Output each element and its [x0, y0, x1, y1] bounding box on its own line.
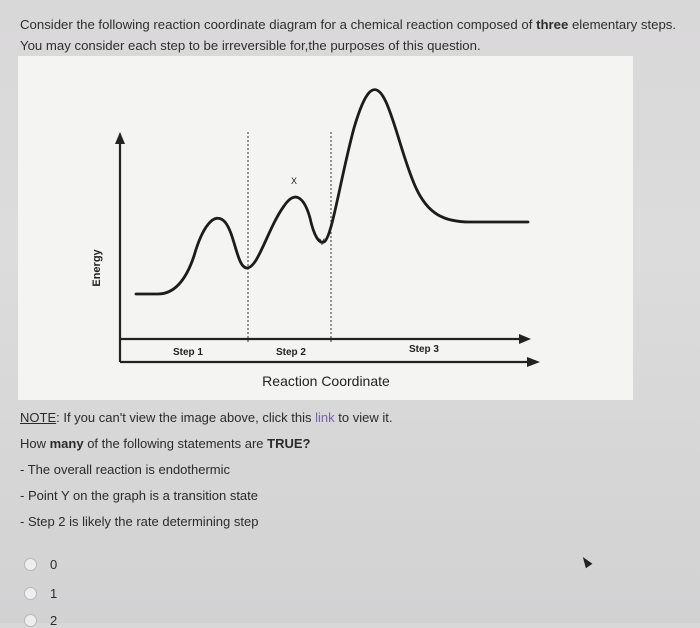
reaction-coordinate-label: Reaction Coordinate	[262, 373, 390, 389]
statement-2: - Point Y on the graph is a transition state	[20, 488, 258, 503]
reaction-coordinate-diagram	[18, 56, 633, 400]
radio-button[interactable]	[24, 614, 37, 627]
diagram-svg	[18, 56, 633, 400]
image-link[interactable]: link	[315, 410, 335, 425]
prompt-bold-1: many	[49, 436, 84, 451]
intro-bold: three	[536, 17, 569, 32]
prompt-text-1: How	[20, 436, 50, 451]
option-0[interactable]	[24, 557, 57, 572]
statement-3: - Step 2 is likely the rate determining step	[20, 514, 259, 529]
option-2[interactable]	[24, 613, 57, 628]
option-label: 0	[50, 557, 58, 572]
step-3-label: Step 3	[408, 344, 440, 355]
radio-button[interactable]	[24, 587, 37, 600]
prompt-bold-2: TRUE?	[267, 436, 311, 451]
note-text-1: : If you can't view the image above, click this	[56, 410, 316, 425]
note-line	[20, 408, 392, 428]
option-label: 1	[50, 586, 58, 601]
mouse-cursor-icon	[580, 555, 593, 569]
energy-label: Energy	[91, 249, 103, 287]
point-x-label: X	[290, 176, 298, 186]
point-y-label: Y	[318, 237, 326, 247]
y-axis-arrow	[115, 132, 125, 144]
intro-text-1: Consider the following reaction coordinate diagram for a chemical reaction composed of	[20, 17, 537, 32]
radio-button[interactable]	[24, 558, 37, 571]
step-2-label: Step 2	[275, 347, 307, 358]
intro-text-2: elementary steps. You may consider each step to be irreversible for,the purposes of this question.	[20, 17, 677, 53]
note-label: NOTE	[20, 410, 57, 425]
option-1[interactable]	[24, 586, 57, 601]
question-prompt	[20, 436, 310, 451]
question-intro	[20, 14, 700, 56]
energy-curve	[136, 90, 528, 294]
step-1-label: Step 1	[172, 347, 204, 358]
step-axis-arrow	[519, 334, 531, 344]
x-axis-arrow	[527, 357, 540, 367]
option-label: 2	[50, 613, 58, 628]
statement-1: - The overall reaction is endothermic	[20, 462, 231, 477]
note-text-2: to view it.	[334, 410, 393, 425]
prompt-text-2: of the following statements are	[83, 436, 268, 451]
